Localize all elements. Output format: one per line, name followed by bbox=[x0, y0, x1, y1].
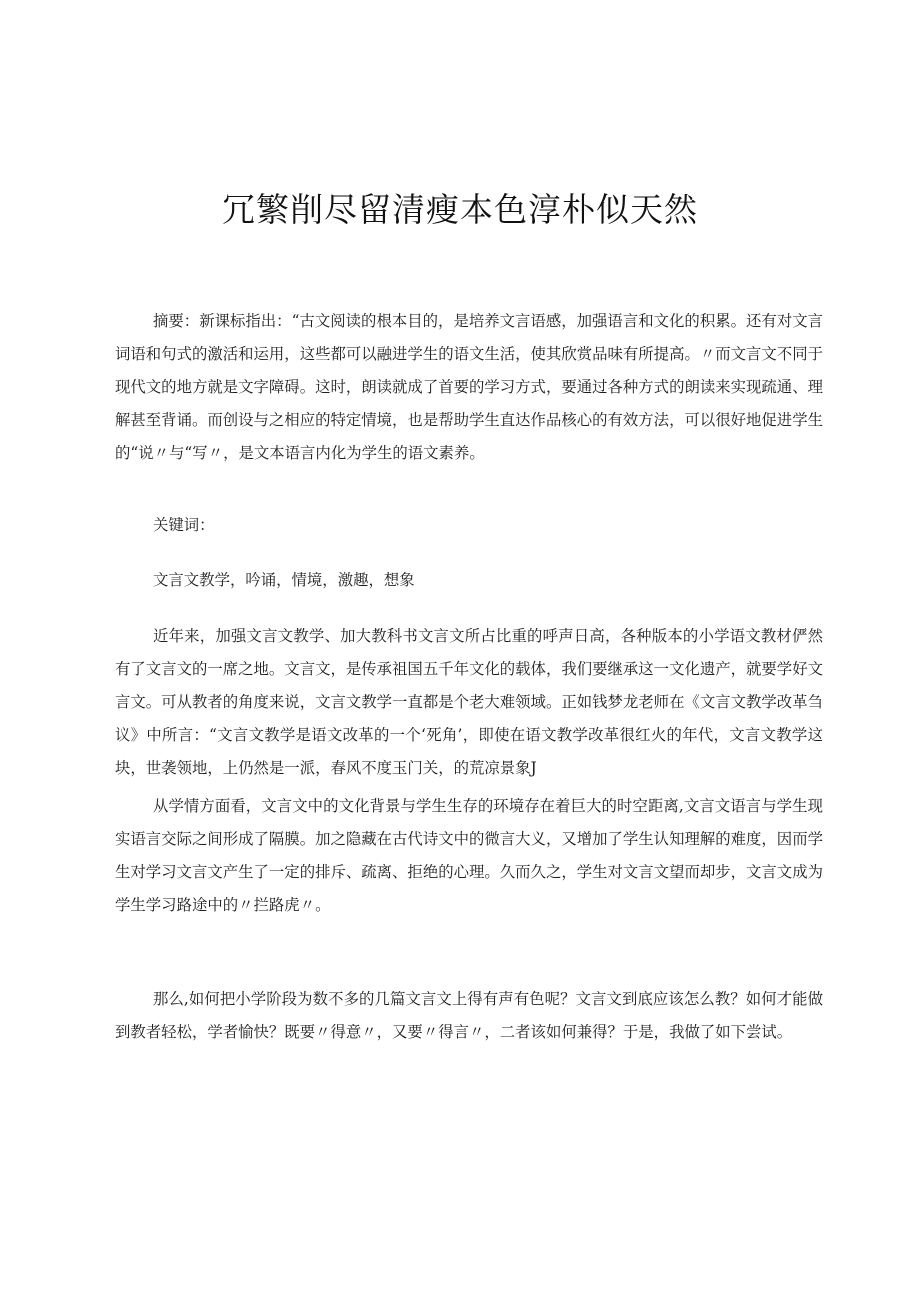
abstract-paragraph: 摘要：新课标指出：“古文阅读的根本目的，是培养文言语感，加强语言和文化的积累。还有对文言词语和句式的激活和运用，这些都可以融进学生的语文生活，使其欣赏品味有所提高。〃而文言文不同于现代文的地方就是文字障碍。这时，朗读就成了首要的学习方式，要通过各种方式的朗读来实现疏通、理解甚至背诵。而创设与之相应的特定情境，也是帮助学生直达作品核心的有效方法，可以很好地促进学生的“说〃与“写〃，是文本语言内化为学生的语文素养。 bbox=[115, 312, 823, 462]
keywords-list: 文言文教学，吟诵，情境，激趣，想象 bbox=[153, 571, 415, 589]
body-paragraph-3: 那么,如何把小学阶段为数不多的几篇文言文上得有声有色呢？文言文到底应该怎么教？如何才能做到教者轻松，学者愉快？既要〃得意〃，又要〃得言〃，二者该如何兼得？于是，我做了如下尝试。 bbox=[115, 990, 823, 1041]
keywords-label: 关键词： bbox=[153, 516, 215, 534]
body-paragraph-1: 近年来，加强文言文教学、加大教科书文言文所占比重的呼声日高，各种版本的小学语文教材俨然有了文言文的一席之地。文言文，是传承祖国五千年文化的载体，我们要继承这一文化遗产，就要学好文言文。可从教者的角度来说，文言文教学一直都是个老大难领域。正如钱梦龙老师在《文言文教学改革刍议》中所言：“文言文教学是语文改革的一个‘死角’，即使在语文教学改革很红火的年代，文言文教学这块，世袭领地，上仍然是一派，春风不度玉门关，的荒凉景象J bbox=[115, 627, 823, 777]
document-title: 冗繁削尽留清瘦本色淳朴似天然 bbox=[222, 190, 698, 230]
body-paragraph-2: 从学情方面看，文言文中的文化背景与学生生存的环境存在着巨大的时空距离,文言文语言与学生现实语言交际之间形成了隔膜。加之隐藏在古代诗文中的微言大义，又增加了学生认知理解的难度，因而学生对学习文言文产生了一定的排斥、疏离、拒绝的心理。久而久之，学生对文言文望而却步，文言文成为学生学习路途中的〃拦路虎〃。 bbox=[115, 797, 823, 914]
